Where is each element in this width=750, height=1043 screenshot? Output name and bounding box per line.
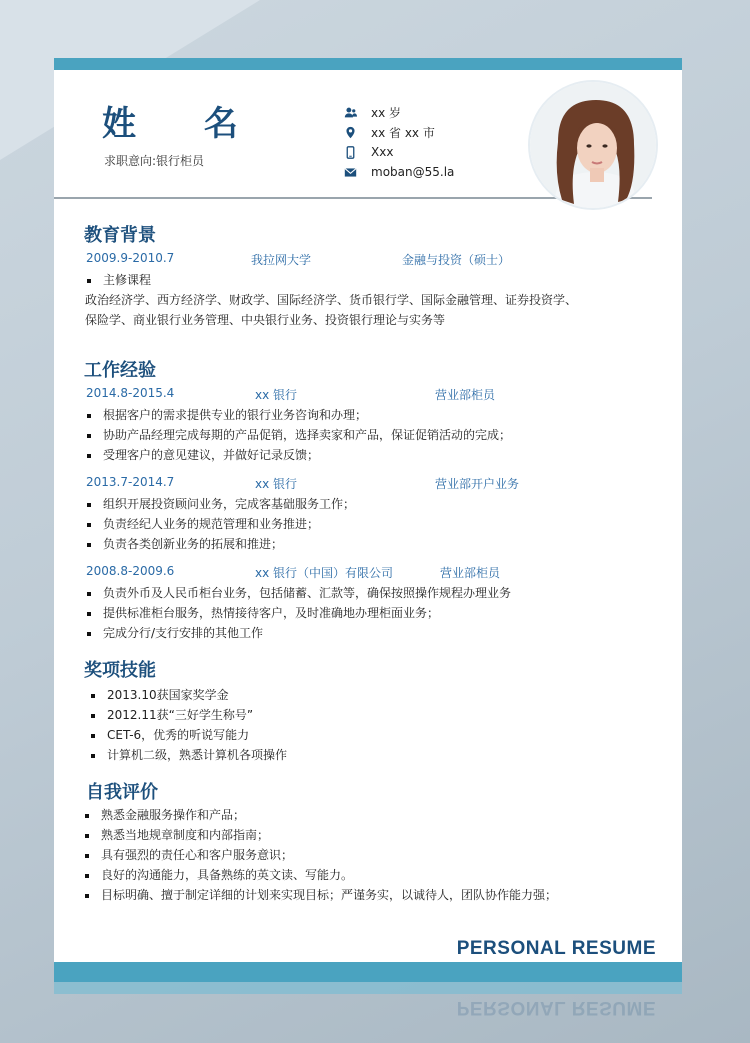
job-period: 2013.7-2014.7 <box>86 475 175 489</box>
profile-photo <box>528 80 658 210</box>
job-duty: 负责经纪人业务的规范管理和业务推进； <box>87 515 319 532</box>
bullet <box>85 874 89 878</box>
page-reflection <box>54 982 682 1043</box>
contact-age <box>344 102 454 122</box>
resume-page <box>54 58 682 982</box>
bullet <box>91 734 95 738</box>
job-position: 营业部柜员 <box>440 566 501 580</box>
bullet <box>85 814 89 818</box>
contact-location <box>344 122 454 142</box>
education-period: 2009.9-2010.7 <box>86 251 175 265</box>
top-accent-bar <box>54 58 682 70</box>
bottom-accent-bar <box>54 962 682 982</box>
education-title: 教育背景 <box>84 225 156 246</box>
candidate-name: 姓 名 <box>102 104 266 144</box>
awards-title: 奖项技能 <box>84 660 156 681</box>
award-item: 2012.11获“三好学生称号” <box>91 706 253 723</box>
bullet <box>85 834 89 838</box>
bullet <box>87 503 91 507</box>
courses-line-1: 政治经济学、西方经济学、财政学、国际经济学、货币银行学、国际金融管理、证券投资学、 <box>85 293 578 307</box>
job-period: 2008.8-2009.6 <box>86 564 175 578</box>
job-duty: 组织开展投资顾问业务，完成客基础服务工作； <box>87 495 355 512</box>
self-eval-item: 具有强烈的责任心和客户服务意识； <box>85 846 293 863</box>
bullet <box>91 714 95 718</box>
bullet <box>85 854 89 858</box>
education-school: 我拉网大学 <box>251 253 312 267</box>
job-position: 营业部开户业务 <box>435 477 520 491</box>
job-company: xx 银行 <box>255 388 298 402</box>
job-duty: 根据客户的需求提供专业的银行业务咨询和办理； <box>87 406 367 423</box>
job-company: xx 银行 <box>255 477 298 491</box>
course-label: 主修课程 <box>87 271 151 288</box>
self-eval-item: 良好的沟通能力，具备熟练的英文读、写能力。 <box>85 866 353 883</box>
bullet <box>87 632 91 636</box>
self-eval-item: 熟悉当地规章制度和内部指南； <box>85 826 269 843</box>
user-icon <box>344 106 357 119</box>
bullet <box>87 543 91 547</box>
contact-age-text: xx 岁 <box>371 105 402 120</box>
portrait-image <box>530 82 658 210</box>
self-eval-title: 自我评价 <box>86 782 158 803</box>
reflection-bar <box>54 982 682 994</box>
education-major: 金融与投资（硕士） <box>402 253 511 267</box>
phone-icon <box>344 146 357 159</box>
job-duty: 负责各类创新业务的拓展和推进； <box>87 535 283 552</box>
bullet <box>91 694 95 698</box>
self-eval-item: 目标明确、擅于制定详细的计划来实现目标；严谨务实，以诚待人，团队协作能力强； <box>85 886 557 903</box>
bullet <box>87 414 91 418</box>
job-duty: 受理客户的意见建议，并做好记录反馈； <box>87 446 319 463</box>
bullet <box>91 754 95 758</box>
bullet <box>87 279 91 283</box>
contact-info <box>344 102 454 182</box>
location-pin-icon <box>344 126 357 139</box>
bullet <box>87 434 91 438</box>
work-title: 工作经验 <box>84 360 156 381</box>
job-duty: 负责外币及人民币柜台业务，包括储蓄、汇款等，确保按照操作规程办理业务 <box>87 584 511 601</box>
mail-icon <box>344 166 357 179</box>
bullet <box>87 454 91 458</box>
contact-email <box>344 162 454 182</box>
reflection-text: PERSONAL RESUME <box>456 997 656 1018</box>
job-period: 2014.8-2015.4 <box>86 386 175 400</box>
bullet <box>85 894 89 898</box>
job-company: xx 银行（中国）有限公司 <box>255 566 394 580</box>
job-duty: 提供标准柜台服务，热情接待客户，及时准确地办理柜面业务； <box>87 604 439 621</box>
contact-phone <box>344 142 454 162</box>
award-item: CET-6，优秀的听说写能力 <box>91 726 249 743</box>
bullet <box>87 523 91 527</box>
personal-resume-label: PERSONAL RESUME <box>456 938 656 959</box>
job-duty: 协助产品经理完成每期的产品促销，选择卖家和产品，保证促销活动的完成； <box>87 426 511 443</box>
award-item: 计算机二级，熟悉计算机各项操作 <box>91 746 287 763</box>
award-item: 2013.10获国家奖学金 <box>91 686 229 703</box>
courses-line-2: 保险学、商业银行业务管理、中央银行业务、投资银行理论与实务等 <box>85 313 446 327</box>
contact-phone-text: Xxx <box>371 145 394 159</box>
job-position: 营业部柜员 <box>435 388 496 402</box>
contact-location-text: xx 省 xx 市 <box>371 125 435 140</box>
job-intent: 求职意向:银行柜员 <box>104 154 205 168</box>
bullet <box>87 592 91 596</box>
contact-email-text[interactable]: moban@55.la <box>371 165 455 179</box>
self-eval-item: 熟悉金融服务操作和产品； <box>85 806 245 823</box>
bullet <box>87 612 91 616</box>
job-duty: 完成分行/支行安排的其他工作 <box>87 624 263 641</box>
